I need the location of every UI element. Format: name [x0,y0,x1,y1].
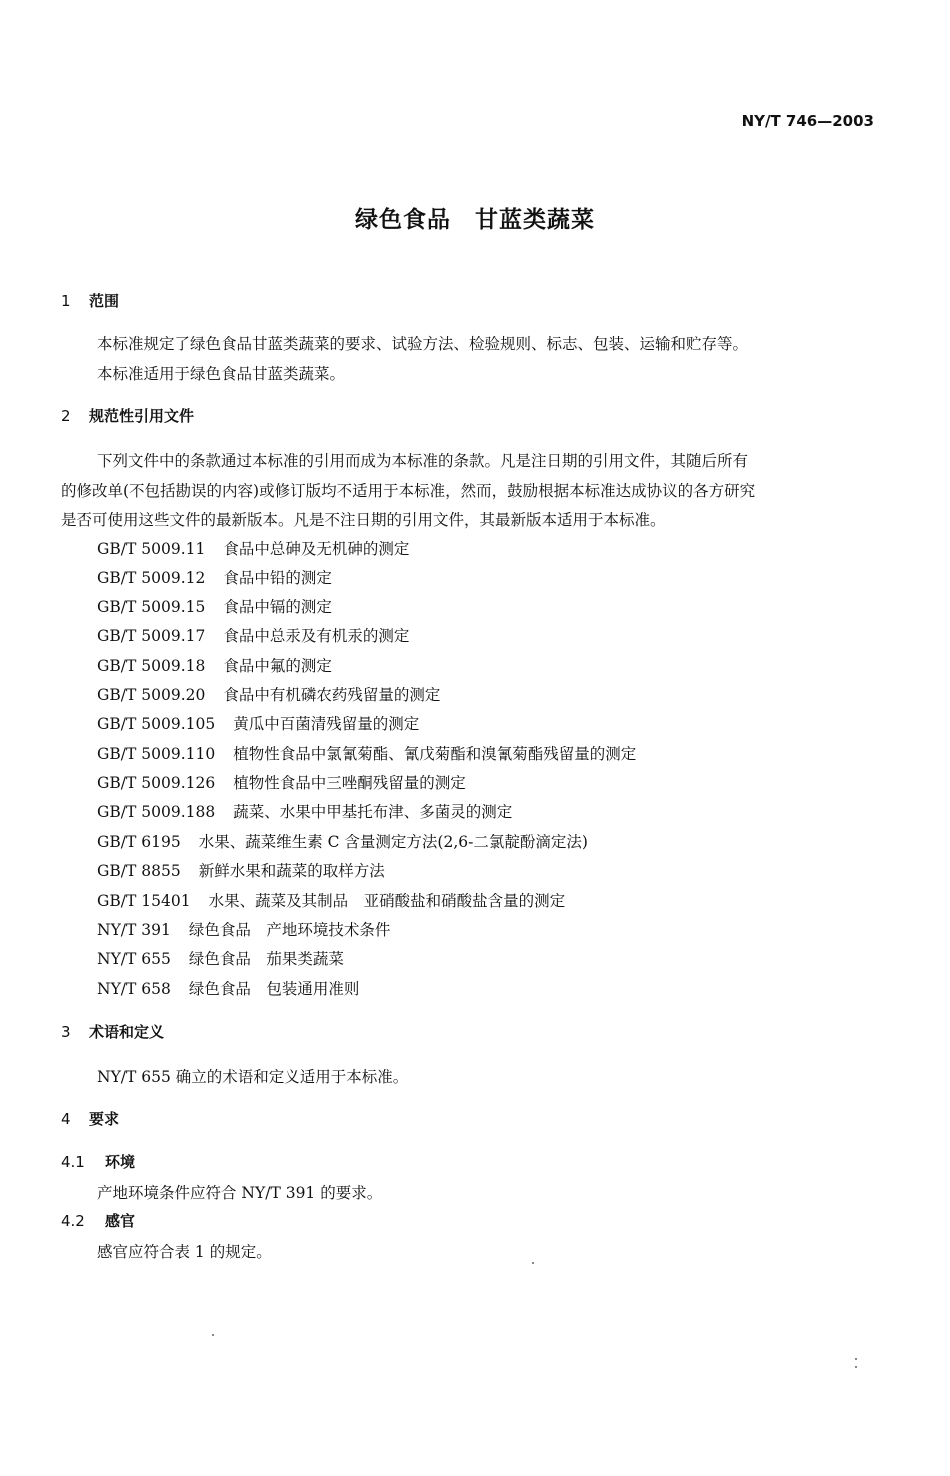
section-2-paragraph-line-1: 下列文件中的条款通过本标准的引用而成为本标准的条款。凡是注日期的引用文件，其随后所有 [97,452,749,470]
reference-name: 食品中总砷及无机砷的测定 [223,540,410,558]
subsection-4-1-heading [61,1151,135,1172]
reference-name: 新鲜水果和蔬菜的取样方法 [198,862,385,880]
reference-item [97,889,565,911]
section-1-paragraph-2: 本标准适用于绿色食品甘蓝类蔬菜。 [97,365,346,383]
reference-item [97,830,588,852]
reference-item [97,947,344,969]
section-title: 术语和定义 [89,1023,165,1041]
reference-name: 植物性食品中氯氰菊酯、氰戊菊酯和溴氰菊酯残留量的测定 [233,745,637,763]
document-title: 绿色食品 甘蓝类蔬菜 [355,207,595,233]
reference-item [97,537,409,559]
reference-code: NY/T 391 [97,921,171,939]
subsection-title: 感官 [105,1212,136,1230]
reference-code: GB/T 5009.126 [97,774,216,792]
section-3-paragraph: NY/T 655 确立的术语和定义适用于本标准。 [97,1068,409,1086]
section-number: 1 [61,292,71,310]
scan-speck [855,1358,857,1360]
section-2-heading [61,405,194,426]
reference-item [97,977,359,999]
reference-name: 食品中氟的测定 [223,657,332,675]
reference-name: 蔬菜、水果中甲基托布津、多菌灵的测定 [233,803,513,821]
reference-item [97,595,332,617]
reference-name: 水果、蔬菜及其制品 亚硝酸盐和硝酸盐含量的测定 [208,892,566,910]
reference-code: GB/T 5009.12 [97,569,206,587]
section-3-heading [61,1021,164,1042]
reference-item [97,566,332,588]
reference-code: GB/T 15401 [97,892,191,910]
reference-code: NY/T 658 [97,980,171,998]
reference-name: 食品中铅的测定 [223,569,332,587]
reference-name: 绿色食品 产地环境技术条件 [188,921,391,939]
subsection-number: 4.2 [61,1212,85,1230]
reference-code: GB/T 5009.15 [97,598,206,616]
reference-name: 食品中有机磷农药残留量的测定 [223,686,441,704]
reference-name: 绿色食品 包装通用准则 [188,980,360,998]
reference-code: GB/T 5009.11 [97,540,206,558]
reference-name: 水果、蔬菜维生素 C 含量测定方法(2,6-二氯靛酚滴定法) [198,833,588,851]
reference-code: GB/T 6195 [97,833,181,851]
reference-item [97,800,512,822]
subsection-title: 环境 [105,1153,136,1171]
reference-item [97,859,385,881]
section-2-paragraph-line-3: 是否可使用这些文件的最新版本。凡是不注日期的引用文件，其最新版本适用于本标准。 [61,511,666,529]
reference-code: GB/T 5009.18 [97,657,206,675]
reference-item [97,683,440,705]
reference-code: GB/T 5009.110 [97,745,216,763]
reference-code: GB/T 5009.20 [97,686,206,704]
reference-item [97,918,390,940]
section-title: 范围 [89,292,120,310]
reference-name: 黄瓜中百菌清残留量的测定 [233,715,420,733]
section-number: 3 [61,1023,71,1041]
section-1-paragraph-1: 本标准规定了绿色食品甘蓝类蔬菜的要求、试验方法、检验规则、标志、包装、运输和贮存等。 [97,335,749,353]
reference-item [97,624,409,646]
reference-item [97,654,332,676]
standard-number: NY/T 746—2003 [741,112,874,130]
reference-code: GB/T 8855 [97,862,181,880]
section-title: 规范性引用文件 [89,407,195,425]
reference-name: 食品中镉的测定 [223,598,332,616]
section-2-paragraph-line-2: 的修改单(不包括勘误的内容)或修订版均不适用于本标准，然而，鼓励根据本标准达成协议的各方研究 [61,482,756,500]
scan-speck [212,1334,214,1336]
reference-code: NY/T 655 [97,950,171,968]
subsection-4-2-heading [61,1210,135,1231]
section-1-heading [61,290,119,311]
section-title: 要求 [89,1110,120,1128]
reference-code: GB/T 5009.17 [97,627,206,645]
subsection-number: 4.1 [61,1153,85,1171]
scan-speck [532,1262,534,1264]
reference-name: 食品中总汞及有机汞的测定 [223,627,410,645]
reference-code: GB/T 5009.105 [97,715,216,733]
reference-item [97,771,466,793]
reference-code: GB/T 5009.188 [97,803,216,821]
reference-name: 植物性食品中三唑酮残留量的测定 [233,774,466,792]
reference-item [97,712,419,734]
reference-name: 绿色食品 茄果类蔬菜 [188,950,344,968]
reference-item [97,742,636,764]
section-4-heading [61,1108,119,1129]
section-number: 4 [61,1110,71,1128]
scan-speck [855,1366,857,1368]
section-number: 2 [61,407,71,425]
subsection-4-1-paragraph: 产地环境条件应符合 NY/T 391 的要求。 [97,1184,383,1202]
subsection-4-2-paragraph: 感官应符合表 1 的规定。 [97,1243,272,1261]
